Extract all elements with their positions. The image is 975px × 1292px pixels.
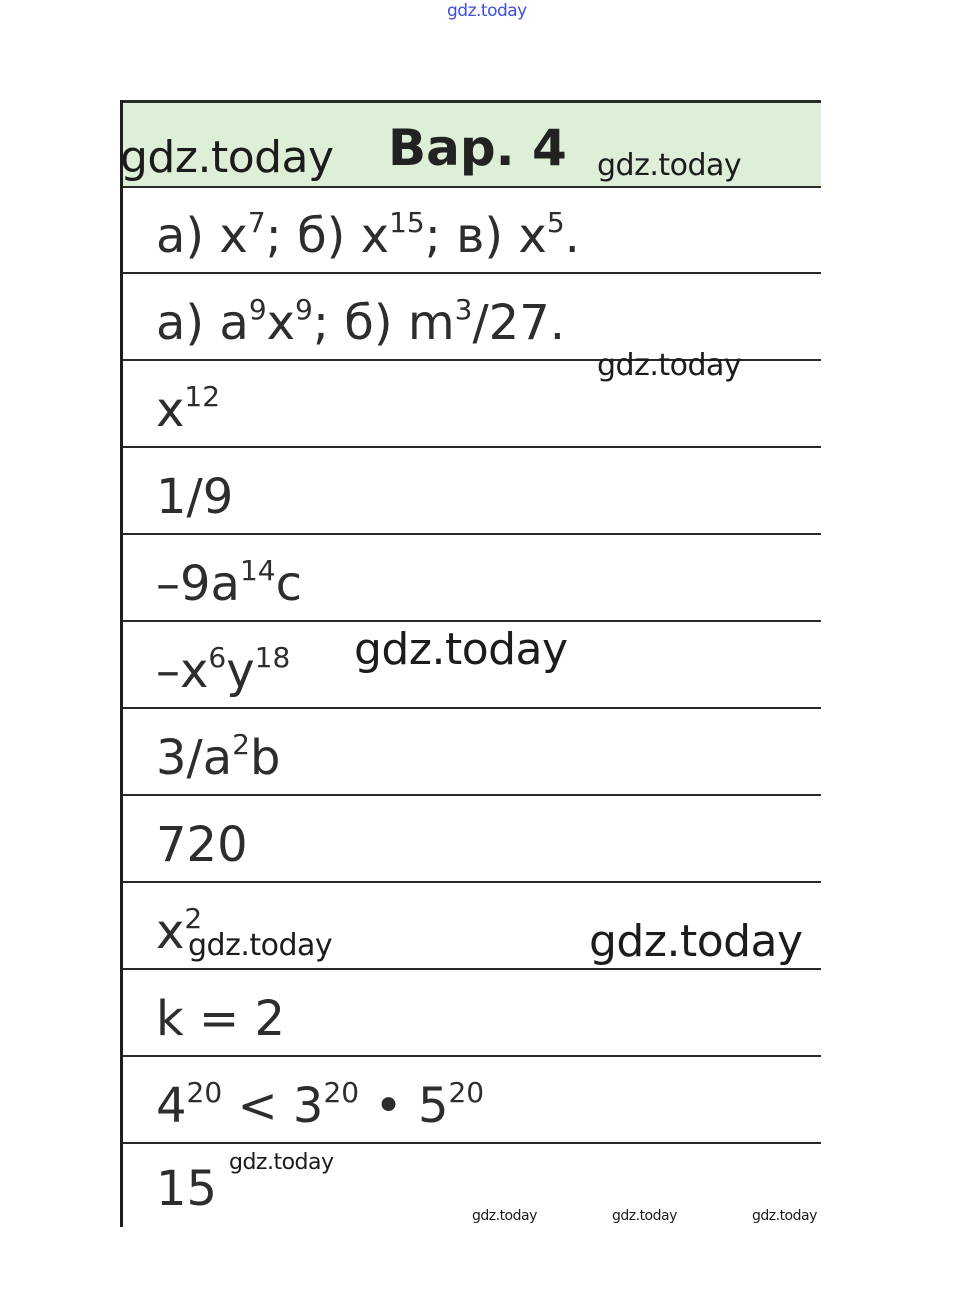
- watermark: gdz.today: [120, 132, 334, 183]
- table-row: [123, 188, 821, 274]
- watermark: gdz.today: [612, 1208, 677, 1224]
- table-row: [123, 971, 821, 1057]
- table-row: [123, 1058, 821, 1144]
- watermark: gdz.today: [354, 624, 568, 675]
- watermark: gdz.today: [229, 1150, 334, 1175]
- watermark: gdz.today: [188, 928, 333, 963]
- variant-title: Вар. 4: [388, 119, 567, 177]
- answer-11: $4^{20} < 3^{20}$ • $5^{20}$: [156, 1076, 485, 1134]
- answer-7: $3/a^2b$: [156, 728, 281, 786]
- table-row: [123, 536, 821, 622]
- answer-2: а) $a^9x^9$; б) $m^3/27$.: [156, 293, 565, 351]
- table-row: [123, 449, 821, 535]
- answer-5: $-9a^{14}c$: [156, 554, 302, 612]
- answer-10: k = 2: [156, 991, 286, 1047]
- top-watermark: gdz.today: [447, 1, 527, 21]
- table-row: [123, 710, 821, 796]
- answer-1: а) $x^7$; б) $x^{15}$; в) $x^5$.: [156, 206, 580, 264]
- answer-4: 1/9: [156, 469, 234, 525]
- answer-8: 720: [156, 817, 248, 873]
- answer-6: $-x^6y^{18}$: [156, 641, 291, 699]
- watermark: gdz.today: [597, 348, 742, 383]
- watermark: gdz.today: [472, 1208, 537, 1224]
- watermark: gdz.today: [752, 1208, 817, 1224]
- answer-3: $x^{12}$: [156, 380, 221, 438]
- answer-12: 15: [156, 1161, 218, 1217]
- answer-9: $x^2$: [156, 902, 203, 960]
- watermark: gdz.today: [589, 916, 803, 967]
- watermark: gdz.today: [597, 148, 742, 183]
- table-row: [123, 797, 821, 883]
